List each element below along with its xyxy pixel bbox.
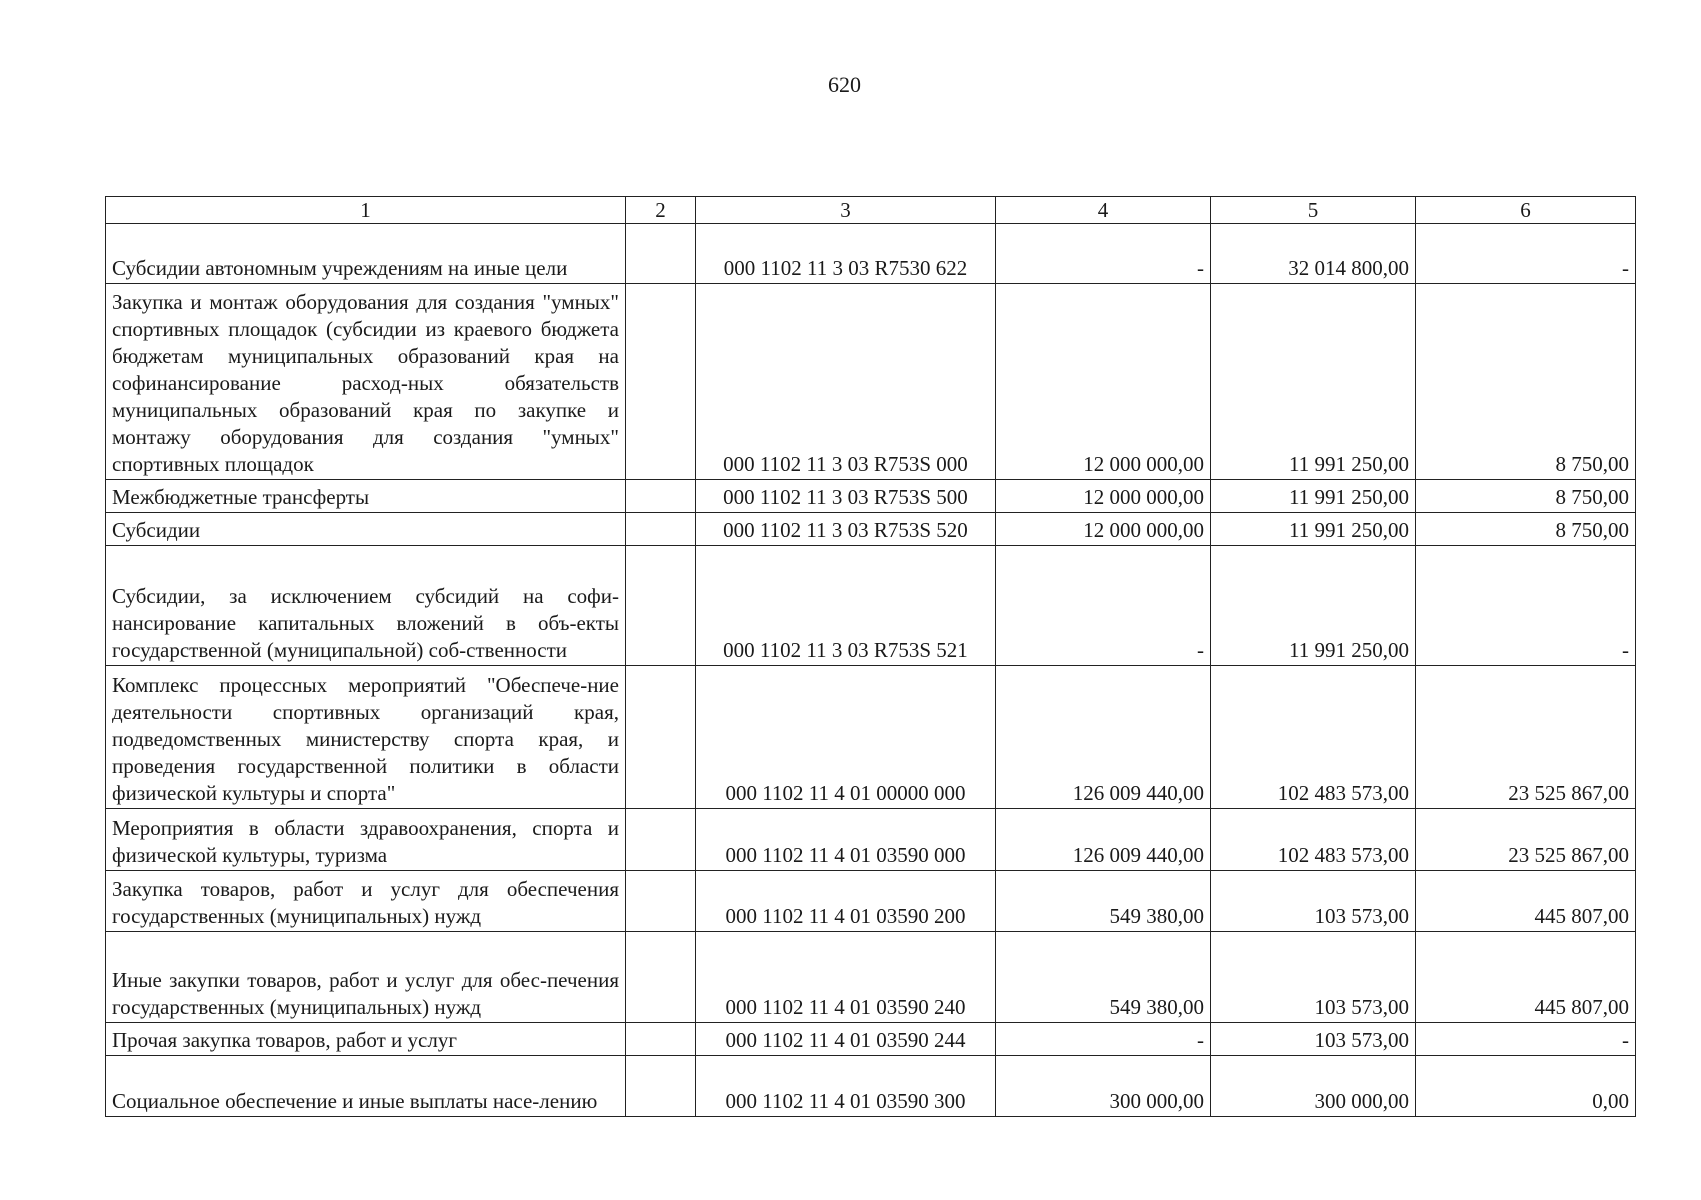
table-row — [106, 224, 1636, 284]
row-name: Межбюджетные трансферты — [106, 480, 626, 513]
table-row — [106, 871, 1636, 932]
row-col5: 103 573,00 — [1211, 1023, 1416, 1056]
row-col4: 12 000 000,00 — [996, 480, 1211, 513]
column-header-6: 6 — [1416, 197, 1636, 224]
table-row — [106, 546, 1636, 666]
row-col4: - — [996, 546, 1211, 666]
row-code: 000 1102 11 4 01 03590 200 — [696, 871, 996, 932]
row-col2 — [626, 1023, 696, 1056]
table-row — [106, 1023, 1636, 1056]
row-col4: 126 009 440,00 — [996, 809, 1211, 871]
row-code: 000 1102 11 3 03 R753S 000 — [696, 284, 996, 480]
table-row — [106, 1056, 1636, 1117]
page-number-text: 620 — [828, 72, 861, 97]
row-name: Прочая закупка товаров, работ и услуг — [106, 1023, 626, 1056]
row-col2 — [626, 480, 696, 513]
row-col4: 549 380,00 — [996, 871, 1211, 932]
row-col5: 11 991 250,00 — [1211, 480, 1416, 513]
column-header-5: 5 — [1211, 197, 1416, 224]
row-col4: 300 000,00 — [996, 1056, 1211, 1117]
page-number — [0, 72, 1701, 98]
row-code: 000 1102 11 4 01 03590 000 — [696, 809, 996, 871]
row-col5: 32 014 800,00 — [1211, 224, 1416, 284]
row-col5: 102 483 573,00 — [1211, 666, 1416, 809]
table-row — [106, 932, 1636, 1023]
row-col2 — [626, 932, 696, 1023]
row-col4: - — [996, 1023, 1211, 1056]
row-col6: - — [1416, 224, 1636, 284]
row-name: Закупка и монтаж оборудования для создания "умных" спортивных площадок (субсидии из краевого бюджета бюджетам муниципальных образований края на софинансирование расход-ных обязательств муниципальных образований края по закупке и монтажу оборудования для создания "умных" спортивных площадок — [106, 284, 626, 480]
row-col6: 8 750,00 — [1416, 513, 1636, 546]
row-col2 — [626, 809, 696, 871]
budget-table — [105, 196, 1636, 1117]
row-code: 000 1102 11 3 03 R7530 622 — [696, 224, 996, 284]
row-col5: 102 483 573,00 — [1211, 809, 1416, 871]
row-name: Мероприятия в области здравоохранения, спорта и физической культуры, туризма — [106, 809, 626, 871]
table-row — [106, 480, 1636, 513]
column-header-3: 3 — [696, 197, 996, 224]
row-col4: - — [996, 224, 1211, 284]
row-name: Субсидии — [106, 513, 626, 546]
row-col2 — [626, 1056, 696, 1117]
column-header-2: 2 — [626, 197, 696, 224]
row-code: 000 1102 11 4 01 00000 000 — [696, 666, 996, 809]
row-col2 — [626, 284, 696, 480]
column-header-4: 4 — [996, 197, 1211, 224]
row-col6: - — [1416, 546, 1636, 666]
row-col4: 126 009 440,00 — [996, 666, 1211, 809]
row-col5: 103 573,00 — [1211, 932, 1416, 1023]
row-col2 — [626, 871, 696, 932]
column-header-1: 1 — [106, 197, 626, 224]
row-col6: 23 525 867,00 — [1416, 809, 1636, 871]
row-name: Субсидии, за исключением субсидий на софи-нансирование капитальных вложений в объ-екты государственной (муниципальной) соб-ственности — [106, 546, 626, 666]
row-col6: 445 807,00 — [1416, 871, 1636, 932]
row-col4: 549 380,00 — [996, 932, 1211, 1023]
row-name: Социальное обеспечение и иные выплаты насе-лению — [106, 1056, 626, 1117]
row-name: Субсидии автономным учреждениям на иные цели — [106, 224, 626, 284]
row-name: Комплекс процессных мероприятий "Обеспече-ние деятельности спортивных организаций края, подведомственных министерству спорта края, и проведения государственной политики в области физической культуры и спорта" — [106, 666, 626, 809]
table-row — [106, 809, 1636, 871]
row-col6: 8 750,00 — [1416, 480, 1636, 513]
row-col4: 12 000 000,00 — [996, 513, 1211, 546]
row-col5: 103 573,00 — [1211, 871, 1416, 932]
row-code: 000 1102 11 4 01 03590 244 — [696, 1023, 996, 1056]
row-col2 — [626, 224, 696, 284]
row-col6: 8 750,00 — [1416, 284, 1636, 480]
row-code: 000 1102 11 4 01 03590 240 — [696, 932, 996, 1023]
row-code: 000 1102 11 4 01 03590 300 — [696, 1056, 996, 1117]
row-col4: 12 000 000,00 — [996, 284, 1211, 480]
table-row — [106, 666, 1636, 809]
row-col6: 445 807,00 — [1416, 932, 1636, 1023]
row-col6: 0,00 — [1416, 1056, 1636, 1117]
row-col6: - — [1416, 1023, 1636, 1056]
row-col2 — [626, 513, 696, 546]
row-code: 000 1102 11 3 03 R753S 521 — [696, 546, 996, 666]
row-col5: 11 991 250,00 — [1211, 284, 1416, 480]
row-name: Иные закупки товаров, работ и услуг для обес-печения государственных (муниципальных) нужд — [106, 932, 626, 1023]
table-row — [106, 284, 1636, 480]
table-row — [106, 513, 1636, 546]
row-col5: 11 991 250,00 — [1211, 513, 1416, 546]
row-code: 000 1102 11 3 03 R753S 520 — [696, 513, 996, 546]
row-col5: 11 991 250,00 — [1211, 546, 1416, 666]
table-header-row — [106, 197, 1636, 224]
row-name: Закупка товаров, работ и услуг для обеспечения государственных (муниципальных) нужд — [106, 871, 626, 932]
row-col2 — [626, 546, 696, 666]
row-col5: 300 000,00 — [1211, 1056, 1416, 1117]
row-col6: 23 525 867,00 — [1416, 666, 1636, 809]
row-col2 — [626, 666, 696, 809]
row-code: 000 1102 11 3 03 R753S 500 — [696, 480, 996, 513]
